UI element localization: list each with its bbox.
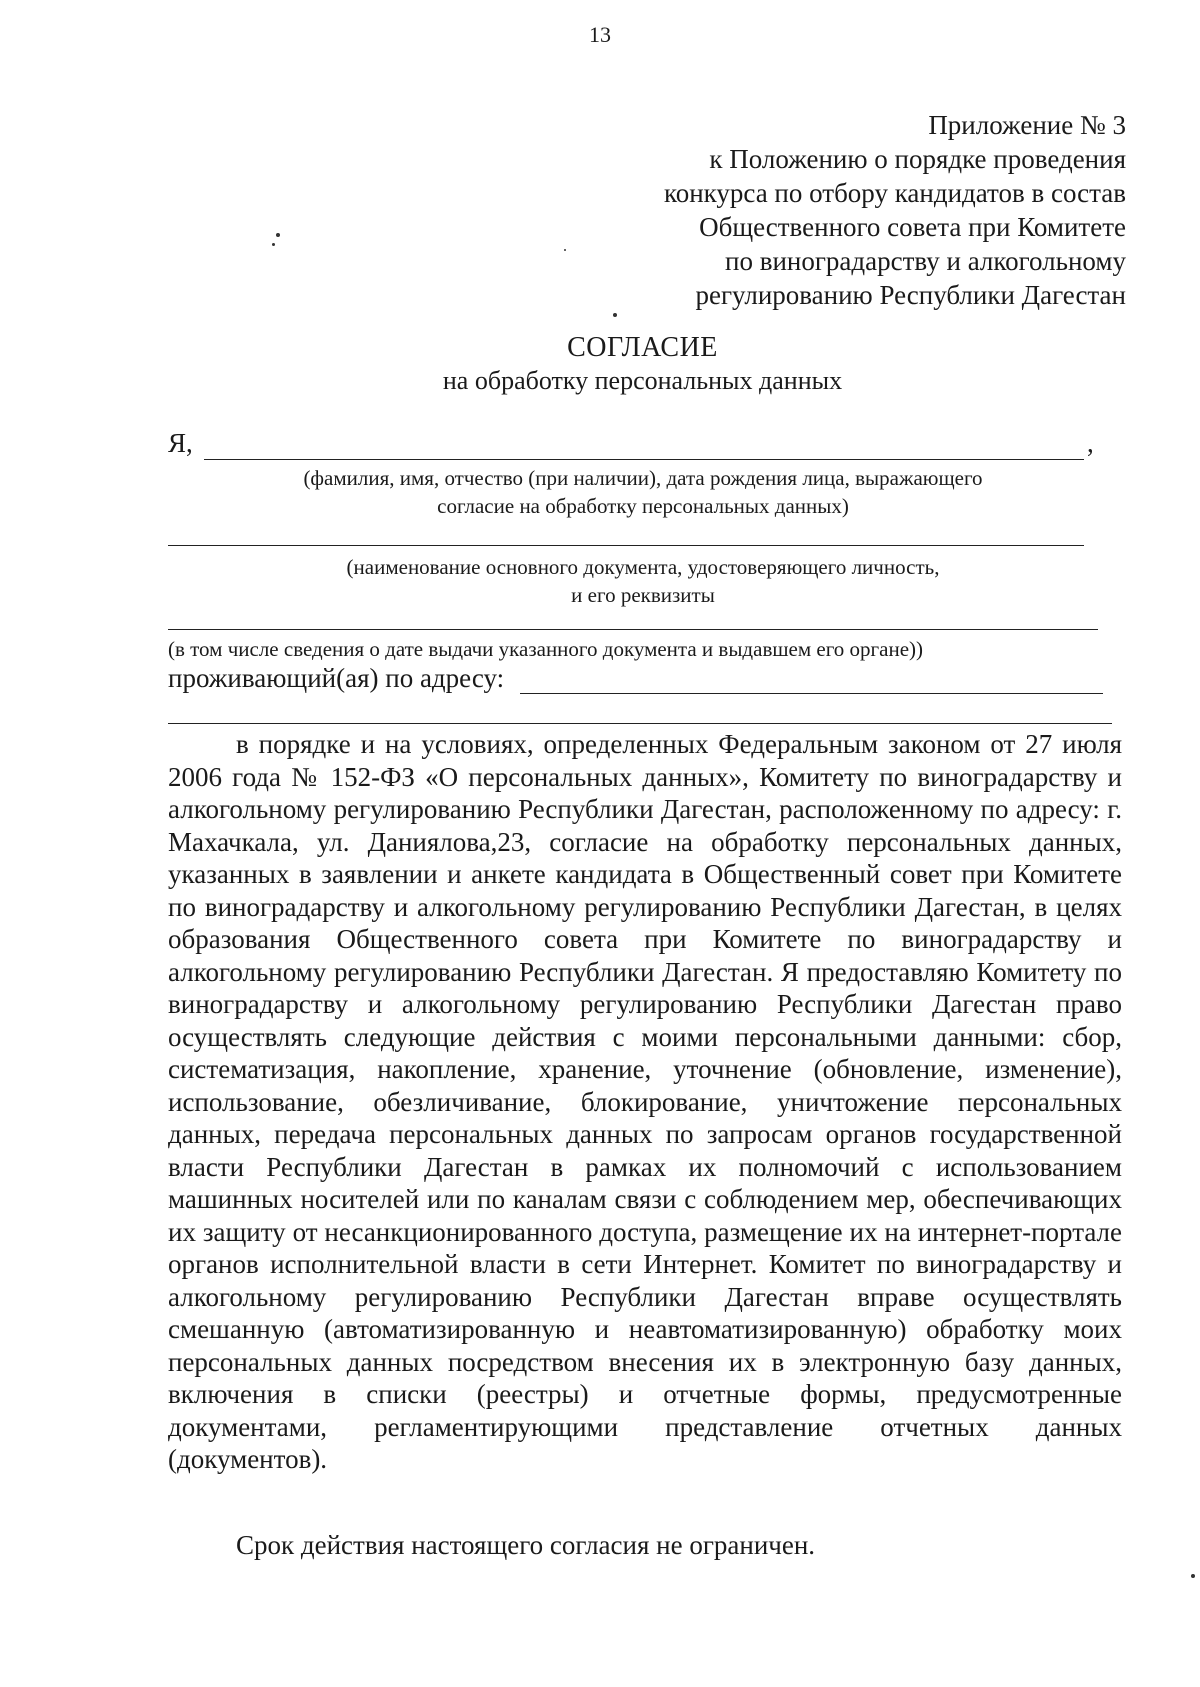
appendix-line: Приложение № 3 — [928, 110, 1126, 140]
i-comma: , — [1087, 428, 1094, 458]
address-label: проживающий(ая) по адресу: — [168, 663, 505, 693]
scan-speck — [1191, 1574, 1195, 1578]
caption-document: (наименование основного документа, удостоверяющего личность, и его реквизиты — [346, 555, 940, 607]
appendix-header — [486, 108, 1126, 312]
address-continuation-line[interactable] — [168, 723, 1112, 724]
scan-speck — [272, 243, 275, 246]
appendix-line: к Положению о порядке проведения — [709, 144, 1126, 174]
document-details-field-line[interactable] — [168, 629, 1098, 630]
scan-speck — [613, 313, 617, 317]
page-number: 13 — [589, 22, 611, 47]
appendix-line: конкурса по отбору кандидатов в состав — [663, 178, 1126, 208]
caption-issue: (в том числе сведения о дате выдачи указанного документа и выдавшем его органе)) — [168, 637, 924, 661]
scan-speck — [564, 249, 566, 251]
appendix-line: регулированию Республики Дагестан — [695, 280, 1126, 310]
appendix-line: Общественного совета при Комитете — [699, 212, 1126, 242]
document-subtitle: на обработку персональных данных — [442, 366, 843, 395]
validity-paragraph: Срок действия настоящего согласия не ограничен. — [236, 1530, 816, 1560]
document-field-line[interactable] — [168, 545, 1084, 546]
consent-body-paragraph: в порядке и на условиях, определенных Федеральным законом от 27 июля 2006 года № 152-ФЗ «О персональных данных», Комитету по виноградарству и алкогольному регулированию Республики Дагестан, расположенному по адресу: г. Махачкала, ул. Даниялова,23, согласие на обработку персональных данных, указанных в заявлении и анкете кандидата в Общественный совет при Комитете по виноградарству и алкогольному регулированию Республики Дагестан, в целях образования Общественного совета при Комитете по виноградарству и алкогольному регулированию Республики Дагестан. Я предоставляю Комитету по виноградарству и алкогольному регулированию Республики Дагестан право осуществлять следующие действия с моими персональными данными: сбор, систематизация, накопление, хранение, уточнение (обновление, изменение), использование, обезличивание, блокирование, уничтожение персональных данных, передача персональных данных по запросам органов государственной власти Республики Дагестан в рамках их полномочий с использованием машинных носителей или по каналам связи с соблюдением мер, обеспечивающих их защиту от несанкционированного доступа, размещение их на интернет-портале органов исполнительной власти в сети Интернет. Комитет по виноградарству и алкогольному регулированию Республики Дагестан вправе осуществлять смешанную (автоматизированную и неавтоматизированную) обработку моих персональных данных посредством внесения их в электронную базу данных, включения в списки (реестры) и отчетные формы, предусмотренные документами, регламентирующими представление отчетных данных (документов). — [168, 729, 1122, 1474]
address-field-line[interactable] — [520, 693, 1103, 694]
caption-person: (фамилия, имя, отчество (при наличии), дата рождения лица, выражающего согласие на обработку персональных данных) — [303, 466, 983, 518]
document-title: СОГЛАСИЕ — [567, 332, 718, 363]
i-label: Я, — [168, 428, 193, 458]
full-name-field-line[interactable] — [204, 459, 1084, 460]
scan-speck — [276, 233, 280, 237]
appendix-line: по виноградарству и алкогольному — [725, 246, 1126, 276]
